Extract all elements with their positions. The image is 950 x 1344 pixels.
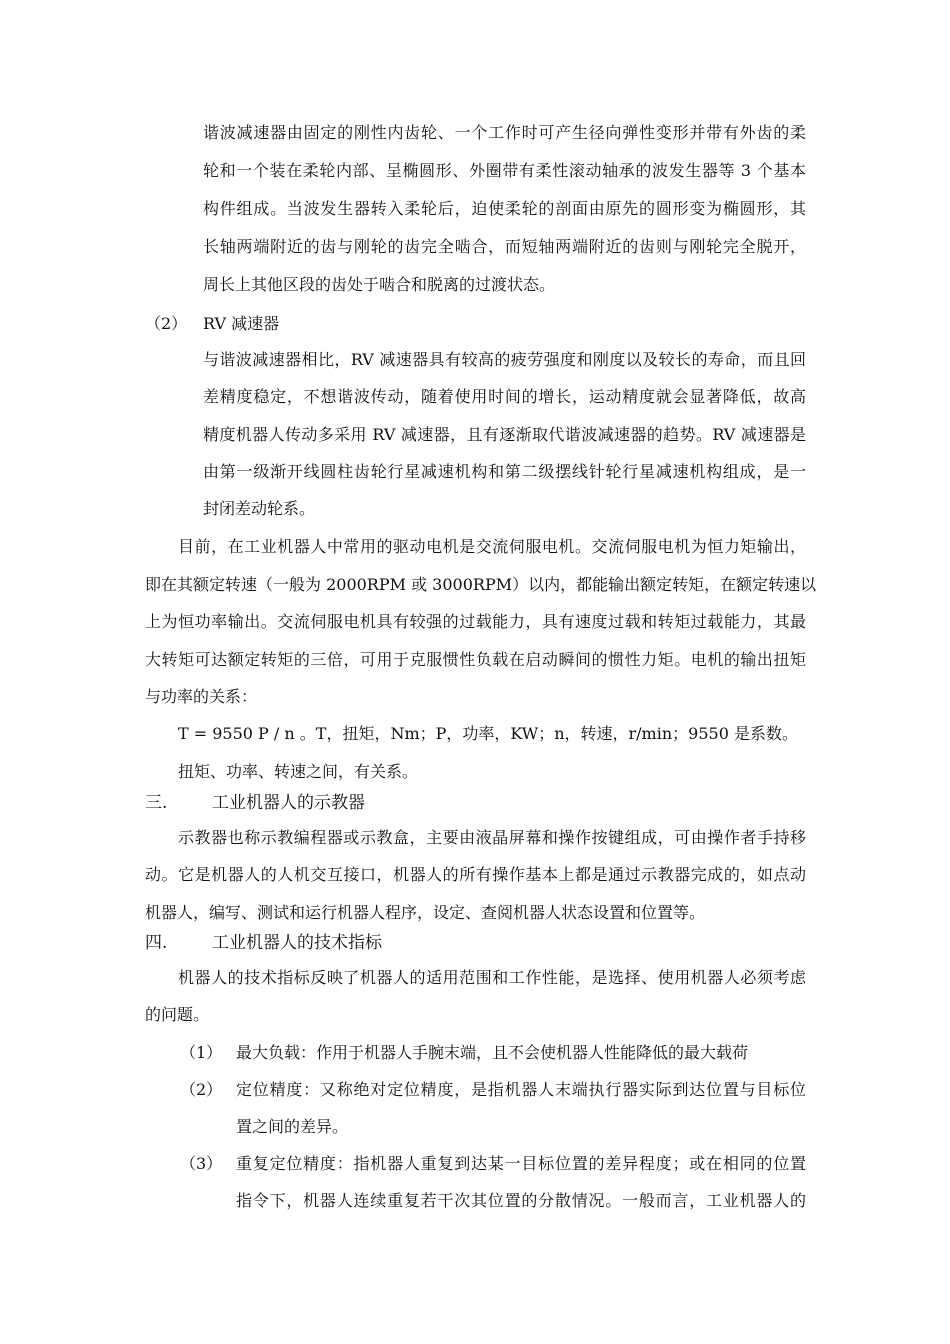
harmonic-line-4: 长轴两端附近的齿与刚轮的齿完全啮合，而短轴两端附近的齿则与刚轮完全脱开， (203, 237, 806, 256)
item3-line-2: 指令下，机器人连续重复若干次其位置的分散情况。一般而言，工业机器人的 (236, 1191, 806, 1210)
rv-line-5: 封闭差动轮系。 (203, 499, 316, 518)
section4-title: 工业机器人的技术指标 (212, 933, 382, 953)
section4-intro-line-1: 机器人的技术指标反映了机器人的适用范围和工作性能，是选择、使用机器人必须考虑 (178, 968, 806, 987)
motor-line-2: 即在其额定转速（一般为 2000RPM 或 3000RPM）以内，都能输出额定转矩，在额定转速以 (145, 575, 817, 594)
section3-title: 工业机器人的示教器 (212, 793, 365, 813)
rv-number: （2） (145, 314, 188, 333)
section3-line-1: 示教器也称示教编程器或示教盒，主要由液晶屏幕和操作按键组成，可由操作者手持移 (178, 828, 806, 847)
rv-line-1: 与谐波减速器相比，RV 减速器具有较高的疲劳强度和刚度以及较长的寿命，而且回 (203, 350, 806, 369)
rv-line-3: 精度机器人传动多采用 RV 减速器，且有逐渐取代谐波减速器的趋势。RV 减速器是 (203, 425, 806, 444)
section3-line-3: 机器人，编写、测试和运行机器人程序，设定、查阅机器人状态设置和位置等。 (145, 903, 706, 922)
rv-title: RV 减速器 (203, 314, 280, 333)
item1-number: （1） (180, 1043, 223, 1062)
item2-line-2: 置之间的差异。 (236, 1117, 349, 1136)
section4-number: 四. (145, 933, 168, 953)
harmonic-line-1: 谐波减速器由固定的刚性内齿轮、一个工作时可产生径向弹性变形并带有外齿的柔 (203, 123, 806, 142)
torque-formula: T = 9550 P / n 。T，扭矩，Nm；P，功率，KW；n，转速，r/min；9550 是系数。 (178, 724, 798, 743)
harmonic-line-2: 轮和一个装在柔轮内部、呈椭圆形、外圈带有柔性滚动轴承的波发生器等 3 个基本 (203, 161, 806, 180)
rv-line-4: 由第一级渐开线圆柱齿轮行星减速机构和第二级摆线针轮行星减速机构组成，是一 (203, 462, 806, 481)
item2-number: （2） (180, 1080, 223, 1099)
relation-note: 扭矩、功率、转速之间，有关系。 (178, 762, 419, 781)
item1-line-1: 最大负载：作用于机器人手腕末端，且不会使机器人性能降低的最大载荷 (236, 1043, 749, 1062)
motor-line-1: 目前，在工业机器人中常用的驱动电机是交流伺服电机。交流伺服电机为恒力矩输出， (178, 537, 806, 556)
item3-line-1: 重复定位精度：指机器人重复到达某一目标位置的差异程度；或在相同的位置 (236, 1154, 806, 1173)
item3-number: （3） (180, 1154, 223, 1173)
section4-intro-line-2: 的问题。 (145, 1005, 210, 1024)
section3-number: 三. (145, 793, 168, 813)
motor-line-3: 上为恒功率输出。交流伺服电机具有较强的过载能力，具有速度过载和转矩过载能力，其最 (145, 612, 806, 631)
motor-line-5: 与功率的关系： (145, 687, 258, 706)
rv-line-2: 差精度稳定，不想谐波传动，随着使用时间的增长，运动精度就会显著降低，故高 (203, 387, 806, 406)
item2-line-1: 定位精度：又称绝对定位精度，是指机器人末端执行器实际到达位置与目标位 (236, 1080, 806, 1099)
harmonic-line-3: 构件组成。当波发生器转入柔轮后，迫使柔轮的剖面由原先的圆形变为椭圆形，其 (203, 199, 806, 218)
harmonic-line-5: 周长上其他区段的齿处于啮合和脱离的过渡状态。 (203, 275, 556, 294)
motor-line-4: 大转矩可达额定转矩的三倍，可用于克服惯性负载在启动瞬间的惯性力矩。电机的输出扭矩 (145, 650, 806, 669)
section3-line-2: 动。它是机器人的人机交互接口，机器人的所有操作基本上都是通过示教器完成的，如点动 (145, 865, 806, 884)
